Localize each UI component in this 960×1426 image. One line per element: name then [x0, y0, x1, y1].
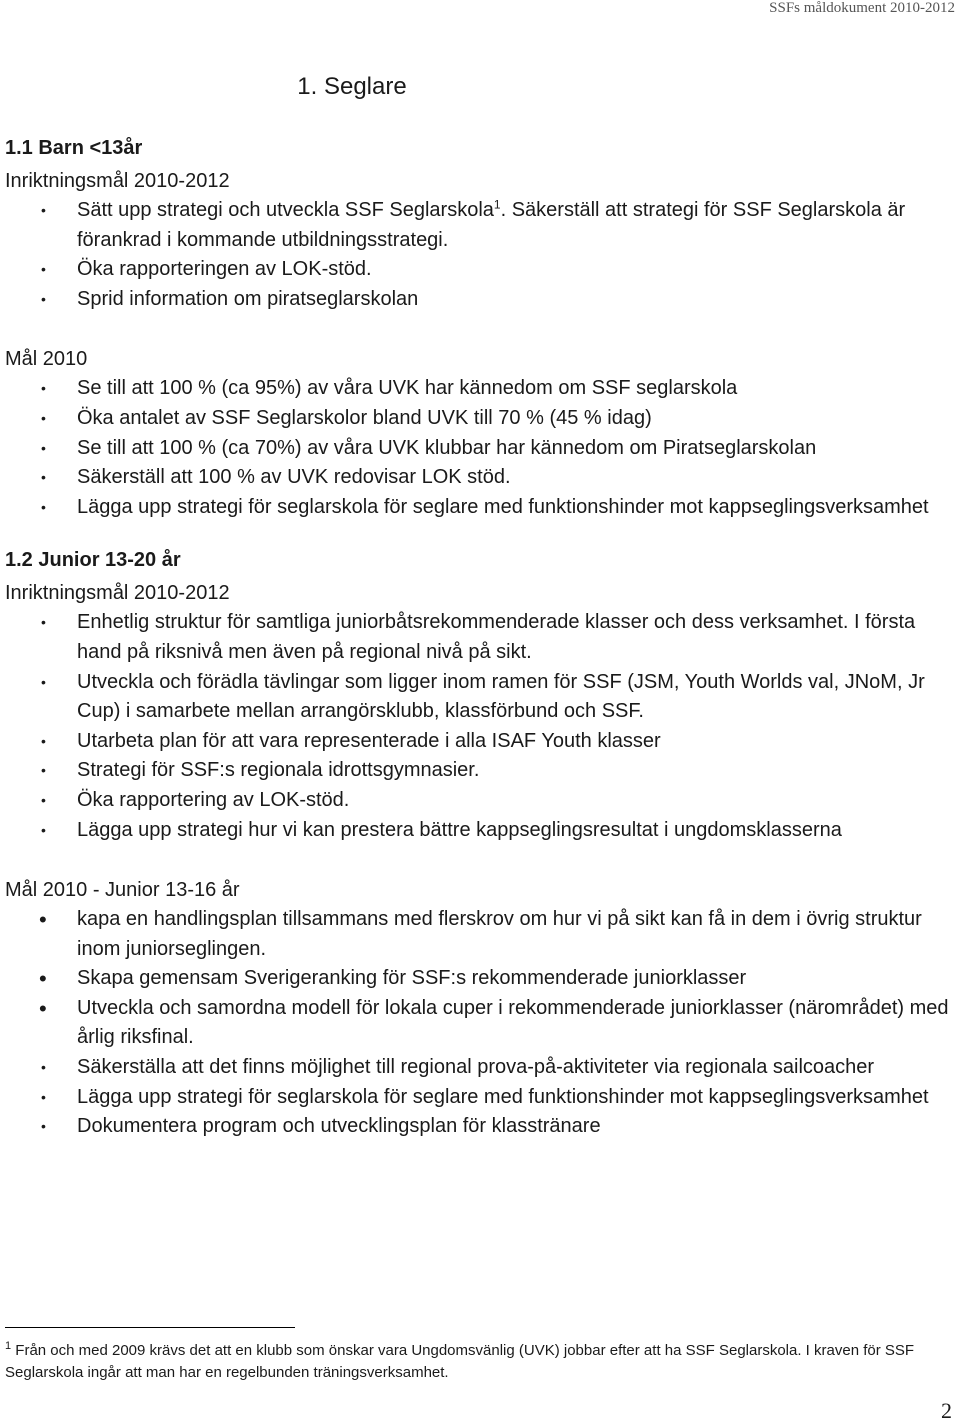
- item-text: Utveckla och samordna modell för lokala cuper i rekommenderade juniorklasser (närområdet) med årlig riksfinal.: [77, 996, 949, 1049]
- item-text: Utveckla och förädla tävlingar som ligger inom ramen för SSF (JSM, Youth Worlds val, JNoM, Jr Cup) i samarbete mellan arrangörsklubb, klassförbund och SSF.: [77, 670, 925, 723]
- footnote-divider: [5, 1327, 295, 1328]
- bullet-icon: •: [41, 821, 46, 838]
- list-item: [5, 994, 953, 1053]
- list-item: [5, 1083, 953, 1113]
- document-body: [5, 130, 953, 1142]
- page-title: 1. Seglare: [297, 73, 407, 100]
- bullet-list-junior-goals: [5, 608, 953, 845]
- list-item: [5, 1053, 953, 1083]
- bullet-icon: •: [41, 1059, 46, 1076]
- item-text: Se till att 100 % (ca 95%) av våra UVK har kännedom om SSF seglarskola: [77, 377, 738, 400]
- list-item: [5, 255, 953, 285]
- list-item: [5, 374, 953, 404]
- bullet-icon: •: [41, 791, 46, 808]
- bullet-icon: •: [41, 1088, 46, 1105]
- item-text: Lägga upp strategi för seglarskola för seglare med funktionshinder mot kappseglingsverksamhet: [77, 495, 929, 518]
- bullet-icon: •: [41, 261, 46, 278]
- bullet-icon: •: [39, 907, 47, 933]
- item-text: kapa en handlingsplan tillsammans med flerskrov om hur vi på sikt kan få in dem i övrig struktur inom juniorseglingen.: [77, 908, 922, 960]
- item-text: Öka rapportering av LOK-stöd.: [77, 788, 350, 811]
- item-text: Lägga upp strategi hur vi kan prestera bättre kappseglingsresultat i ungdomsklasserna: [77, 818, 842, 841]
- item-text: Sätt upp strategi och utveckla SSF Seglarskola: [77, 199, 494, 221]
- list-item: [5, 196, 953, 255]
- bullet-icon: •: [41, 469, 46, 486]
- list-item: [5, 434, 953, 464]
- bullet-list-junior-mal: [5, 905, 953, 1142]
- bullet-icon: •: [41, 614, 46, 631]
- subheading-inriktningsmal: Inriktningsmål 2010-2012: [5, 582, 230, 605]
- bullet-icon: •: [41, 673, 46, 690]
- bullet-icon: •: [41, 380, 46, 397]
- bullet-icon: •: [39, 995, 47, 1021]
- bullet-icon: •: [41, 439, 46, 456]
- list-item: [5, 786, 953, 816]
- bullet-icon: •: [41, 732, 46, 749]
- bullet-icon: •: [41, 498, 46, 515]
- item-text: Strategi för SSF:s regionala idrottsgymnasier.: [77, 759, 480, 782]
- document-header: SSFs måldokument 2010-2012: [769, 0, 955, 16]
- list-item: [5, 727, 953, 757]
- item-text: Säkerställa att det finns möjlighet till regional prova-på-aktiviteter via regionala sailcoacher: [77, 1056, 875, 1079]
- bullet-icon: •: [39, 966, 47, 992]
- list-item: [5, 608, 953, 667]
- bullet-icon: •: [41, 202, 46, 218]
- bullet-icon: •: [41, 290, 46, 307]
- list-item: [5, 404, 953, 434]
- goal-heading-2010: Mål 2010: [5, 348, 88, 371]
- footnote: [5, 1340, 953, 1384]
- page-number: 2: [941, 1398, 952, 1423]
- list-item: [5, 1112, 953, 1142]
- item-text: Se till att 100 % (ca 70%) av våra UVK klubbar har kännedom om Piratseglarskolan: [77, 436, 817, 459]
- section-heading-barn: 1.1 Barn <13år: [5, 137, 143, 159]
- goal-heading-junior: Mål 2010 - Junior 13-16 år: [5, 879, 240, 902]
- item-text: Öka rapporteringen av LOK-stöd.: [77, 258, 372, 281]
- footnote-text: Från och med 2009 krävs det att en klubb som önskar vara Ungdomsvänlig (UVK) jobbar efter att ha SSF Seglarskola. I kraven för SSF Seglarskola ingår att man har en regelbunden träningsverksamhet.: [5, 1342, 915, 1381]
- list-item: [5, 285, 953, 315]
- item-text: Öka antalet av SSF Seglarskolor bland UVK till 70 % (45 % idag): [77, 406, 652, 429]
- bullet-icon: •: [41, 409, 46, 426]
- list-item: [5, 493, 953, 523]
- list-item: [5, 463, 953, 493]
- item-text: Säkerställ att 100 % av UVK redovisar LOK stöd.: [77, 466, 511, 489]
- list-item: [5, 964, 953, 994]
- list-item: [5, 816, 953, 846]
- footnote-marker: 1: [5, 1340, 12, 1352]
- list-item: [5, 905, 953, 964]
- section-heading-junior: 1.2 Junior 13-20 år: [5, 549, 181, 572]
- item-text: Dokumentera program och utvecklingsplan för klasstränare: [77, 1115, 601, 1138]
- list-item: [5, 756, 953, 786]
- item-text: Skapa gemensam Sverigeranking för SSF:s rekommenderade juniorklasser: [77, 967, 747, 990]
- item-text: Sprid information om piratseglarskolan: [77, 287, 419, 310]
- item-text: Utarbeta plan för att vara representerade i alla ISAF Youth klasser: [77, 729, 661, 752]
- list-item: [5, 668, 953, 727]
- bullet-icon: •: [41, 1118, 46, 1135]
- item-text: Lägga upp strategi för seglarskola för seglare med funktionshinder mot kappseglingsverksamhet: [77, 1085, 929, 1108]
- bullet-icon: •: [41, 762, 46, 779]
- footnote-reference[interactable]: 1: [493, 197, 501, 212]
- subheading-inriktningsmal: Inriktningsmål 2010-2012: [5, 170, 230, 192]
- bullet-list-barn-mal: [5, 374, 953, 522]
- bullet-list-barn-goals: [5, 196, 953, 314]
- item-text: Enhetlig struktur för samtliga juniorbåtsrekommenderade klasser och dess verksamhet. I första hand på riksnivå men även på regional nivå på sikt.: [77, 611, 916, 663]
- item-text: . Säkerställ att strategi för SSF Seglarskola är förankrad i kommande utbildningsstrategi.: [77, 199, 906, 251]
